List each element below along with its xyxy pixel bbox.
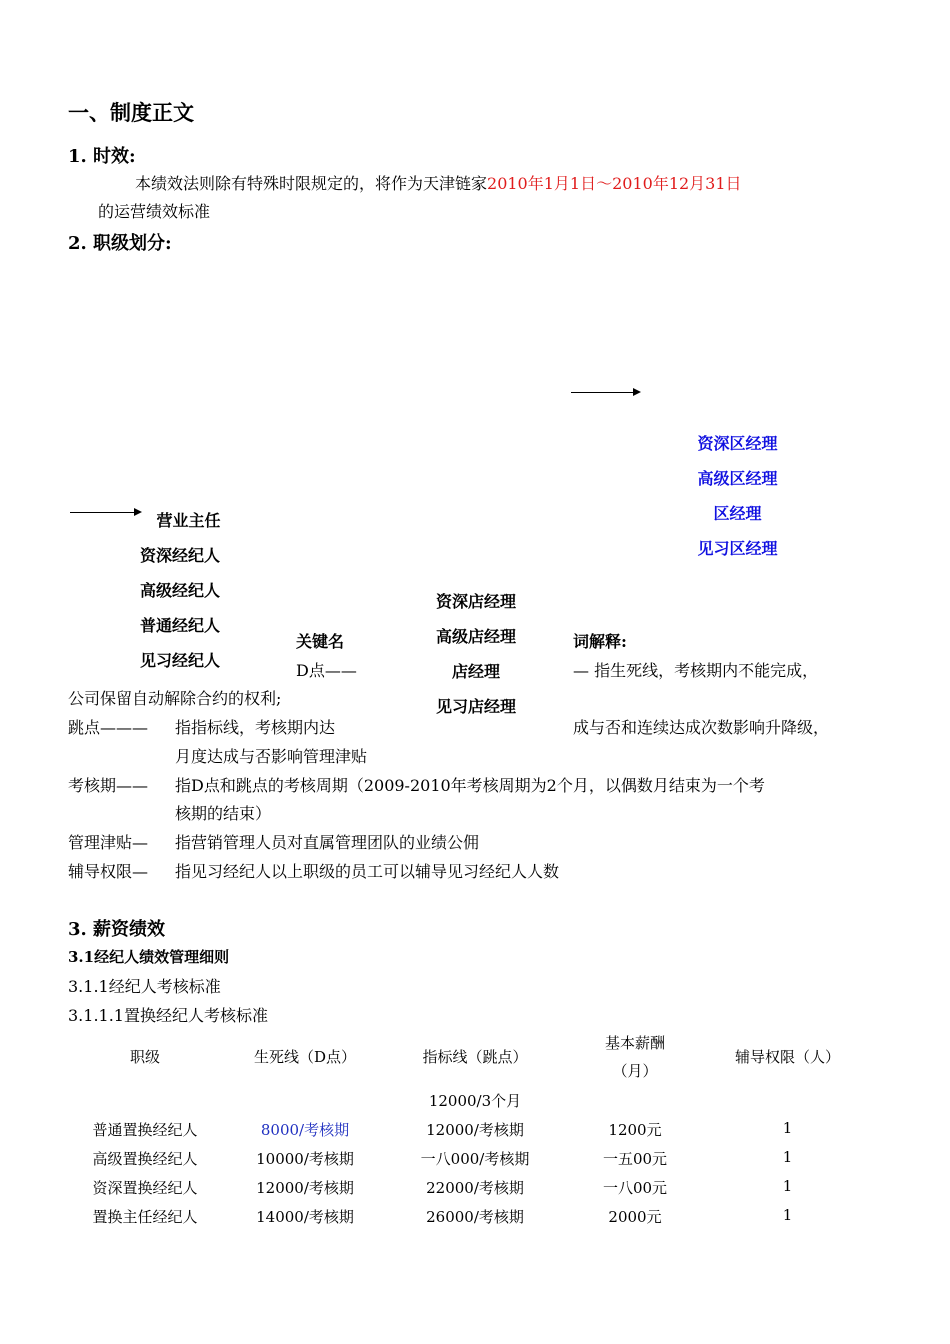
heading-salary: 3. 薪资绩效 [68,919,166,940]
term-allowance: 管理津贴— [68,833,149,852]
table-header-salary-unit: （月） [612,1062,658,1080]
keyword-label-part2: 词解释: [573,632,627,651]
rank-district-trainee: 见习区经理 [697,539,778,558]
cell-mentor: 1 [782,1148,793,1166]
table-header-mentor: 辅导权限（人） [734,1048,840,1066]
cell-d-point: 8000/考核期 [260,1121,350,1139]
rank-district-advanced: 高级区经理 [697,469,778,488]
term-jump-point-desc: 指指标线，考核期内达 [175,718,336,737]
term-jump-point: 跳点——— [68,718,149,737]
arrow-right-icon [70,512,140,513]
rank-agent-senior: 资深经纪人 [140,546,221,565]
arrow-right-icon [571,392,639,393]
cell-salary: 2000元 [608,1208,662,1226]
table-note: 12000/3个月 [428,1092,522,1110]
term-jump-point-desc-cont: 月度达成与否影响管理津贴 [175,747,368,766]
validity-line1 [135,171,742,194]
cell-rank: 高级置换经纪人 [92,1150,198,1168]
keyword-label-part1: 关键名 [296,632,345,651]
term-period-desc-cont: 核期的结束） [175,804,272,823]
term-mentor: 辅导权限— [68,862,149,881]
term-period: 考核期—— [68,776,149,795]
cell-jump-point: 一八000/考核期 [420,1150,530,1168]
table-header-salary: 基本薪酬 [604,1034,665,1052]
term-d-point-desc-cont: 公司保留自动解除合约的权利; [68,689,282,708]
heading-validity: 1. 时效: [68,146,136,167]
validity-line2: 的运营绩效标准 [98,202,211,221]
rank-district-senior: 资深区经理 [697,434,778,453]
validity-line1-prefix: 本绩效法则除有特殊时限规定的，将作为天津链家 [135,174,488,193]
cell-jump-point: 26000/考核期 [426,1208,524,1226]
rank-store-senior: 资深店经理 [435,592,516,611]
cell-d-point: 12000/考核期 [256,1179,354,1197]
cell-d-point: 10000/考核期 [256,1150,354,1168]
term-allowance-desc: 指营销管理人员对直属管理团队的业绩公佣 [175,833,480,852]
table-header-d-point: 生死线（D点） [253,1048,357,1066]
cell-salary: 一八00元 [602,1179,668,1197]
cell-mentor: 1 [782,1206,793,1224]
cell-rank: 资深置换经纪人 [92,1179,198,1197]
cell-rank: 置换主任经纪人 [92,1208,198,1226]
term-jump-point-desc-b: 成与否和连续达成次数影响升降级， [573,718,830,737]
cell-salary: 1200元 [608,1121,662,1139]
cell-d-point: 14000/考核期 [256,1208,354,1226]
table-header-jump-point: 指标线（跳点） [422,1048,528,1066]
term-period-desc: 指D点和跳点的考核周期（2009-2010年考核周期为2个月，以偶数月结束为一个考 [175,776,765,795]
rank-agent-trainee: 见习经纪人 [140,651,221,670]
cell-mentor: 1 [782,1177,793,1195]
rank-store-trainee: 见习店经理 [435,697,516,716]
rank-district: 区经理 [713,504,762,523]
rank-agent-regular: 普通经纪人 [140,616,221,635]
cell-jump-point: 12000/考核期 [426,1121,524,1139]
term-d-point: D点—— [296,661,357,680]
cell-rank: 普通置换经纪人 [92,1121,198,1139]
cell-salary: 一五00元 [602,1150,668,1168]
rank-agent-supervisor: 营业主任 [156,511,221,530]
subheading-3-1-1: 3.1.1经纪人考核标准 [68,977,221,996]
validity-date-range: 2010年1月1日～2010年12月31日 [487,174,742,193]
rank-store-advanced: 高级店经理 [435,627,516,646]
cell-mentor: 1 [782,1119,793,1137]
rank-agent-advanced: 高级经纪人 [140,581,221,600]
section-title: 一、制度正文 [68,100,194,125]
term-d-point-desc: — 指生死线，考核期内不能完成， [573,661,819,680]
term-mentor-desc: 指见习经纪人以上职级的员工可以辅导见习经纪人人数 [175,862,560,881]
subheading-3-1: 3.1经纪人绩效管理细则 [68,948,230,966]
subheading-3-1-1-1: 3.1.1.1置换经纪人考核标准 [68,1006,268,1025]
rank-store: 店经理 [451,662,500,681]
heading-rank-division: 2. 职级划分: [68,233,172,254]
table-header-rank: 职级 [129,1048,160,1066]
cell-jump-point: 22000/考核期 [426,1179,524,1197]
